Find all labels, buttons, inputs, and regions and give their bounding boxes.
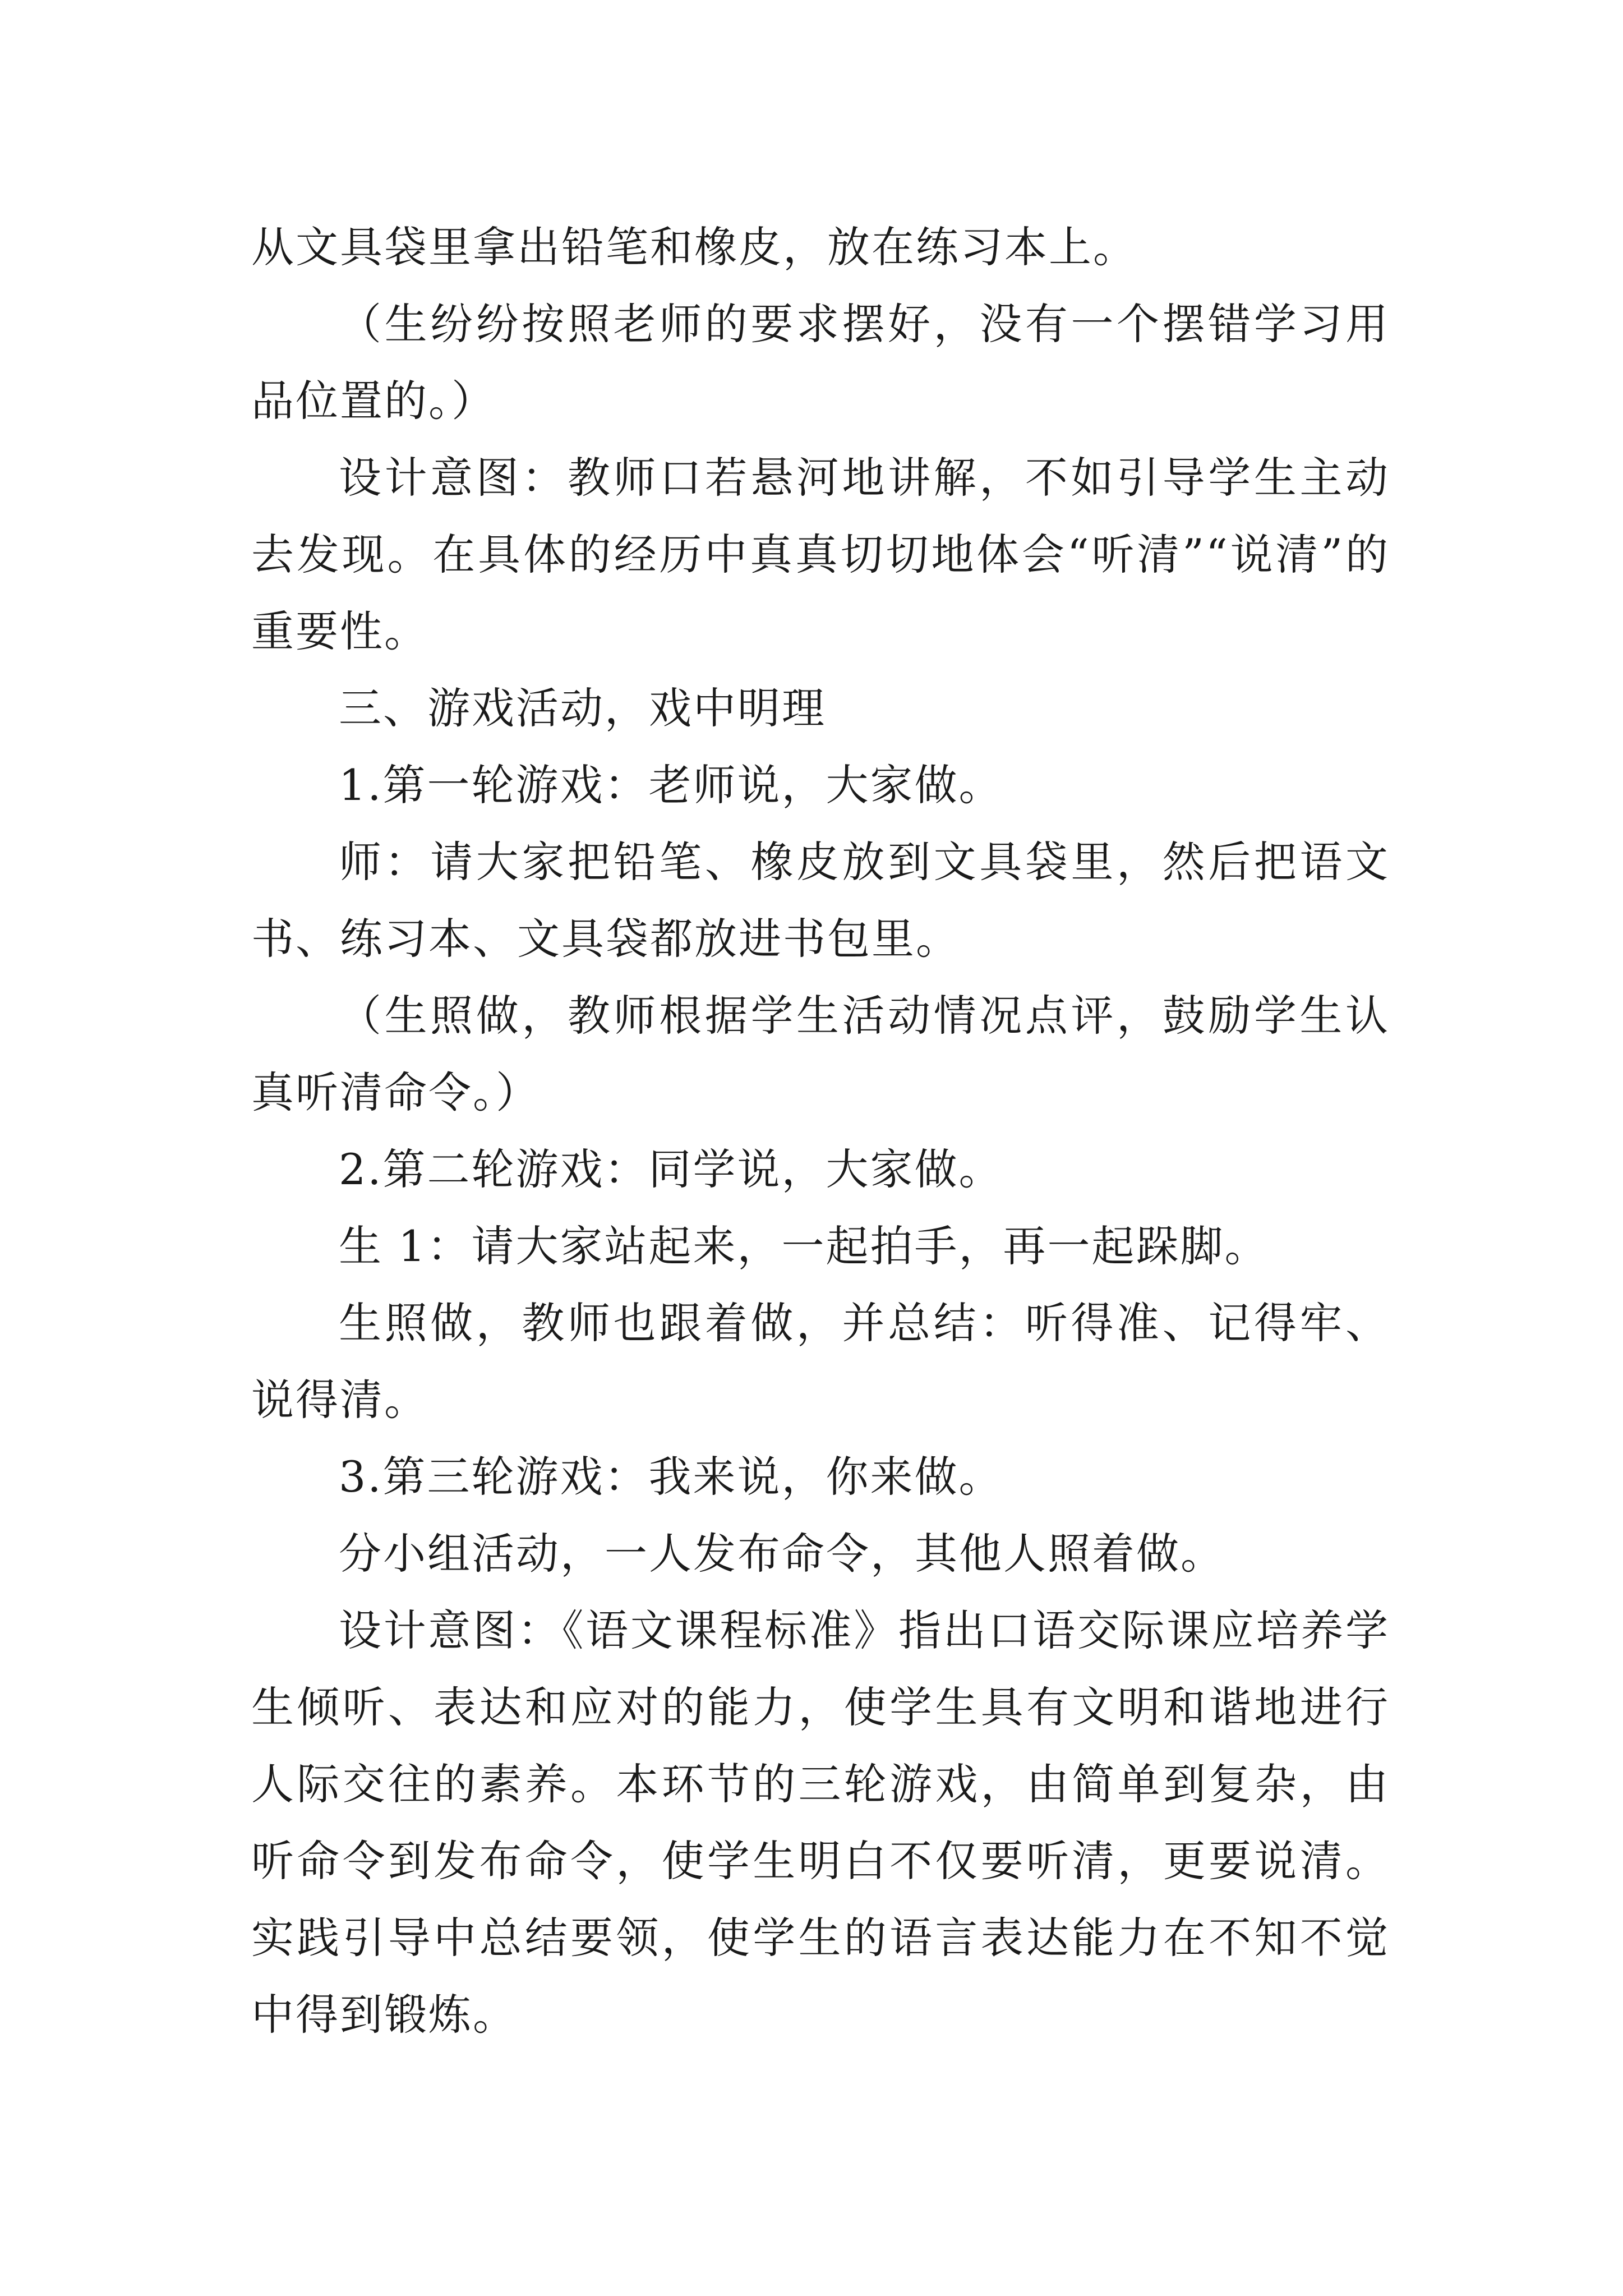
paragraph-design-intent-2: 设计意图：《语文课程标准》指出口语交际课应培养学生倾听、表达和应对的能力，使学生具有文明和谐地进行人际交往的素养。本环节的三轮游戏，由简单到复杂，由听命令到发布命令，使学生明白不仅要听清，更要说清。实践引导中总结要领，使学生的语言表达能力在不知不觉中得到锻炼。 xyxy=(251,1605,1390,2040)
paragraph-teacher-instruction: 师：请大家把铅笔、橡皮放到文具袋里，然后把语文书、练习本、文具袋都放进书包里。 xyxy=(251,837,1390,964)
paragraph-student-1-instruction: 生 1：请大家站起来，一起拍手，再一起跺脚。 xyxy=(339,1221,1269,1271)
paragraph-design-intent-1: 设计意图：教师口若悬河地讲解，不如引导学生主动去发现。在具体的经历中真真切切地体会“听清”“说清”的重要性。 xyxy=(251,453,1390,656)
paragraph-student-follow: （生照做，教师根据学生活动情况点评，鼓励学生认真听清命令。） xyxy=(251,991,1390,1117)
document-body xyxy=(251,209,1390,2053)
paragraph-round-1-title: 1.第一轮游戏：老师说，大家做。 xyxy=(339,760,1003,810)
paragraph-group-activity: 分小组活动，一人发布命令，其他人照着做。 xyxy=(339,1529,1225,1579)
paragraph-round-3-title: 3.第三轮游戏：我来说，你来做。 xyxy=(339,1452,1003,1502)
paragraph-continuation: 从文具袋里拿出铅笔和橡皮，放在练习本上。 xyxy=(251,222,1137,272)
paragraph-round-2-title: 2.第二轮游戏：同学说，大家做。 xyxy=(339,1144,1003,1194)
section-heading: 三、游戏活动，戏中明理 xyxy=(339,683,826,733)
paragraph-student-response: （生纷纷按照老师的要求摆好，没有一个摆错学习用品位置的。） xyxy=(251,299,1390,426)
paragraph-summary: 生照做，教师也跟着做，并总结：听得准、记得牢、说得清。 xyxy=(251,1298,1390,1425)
